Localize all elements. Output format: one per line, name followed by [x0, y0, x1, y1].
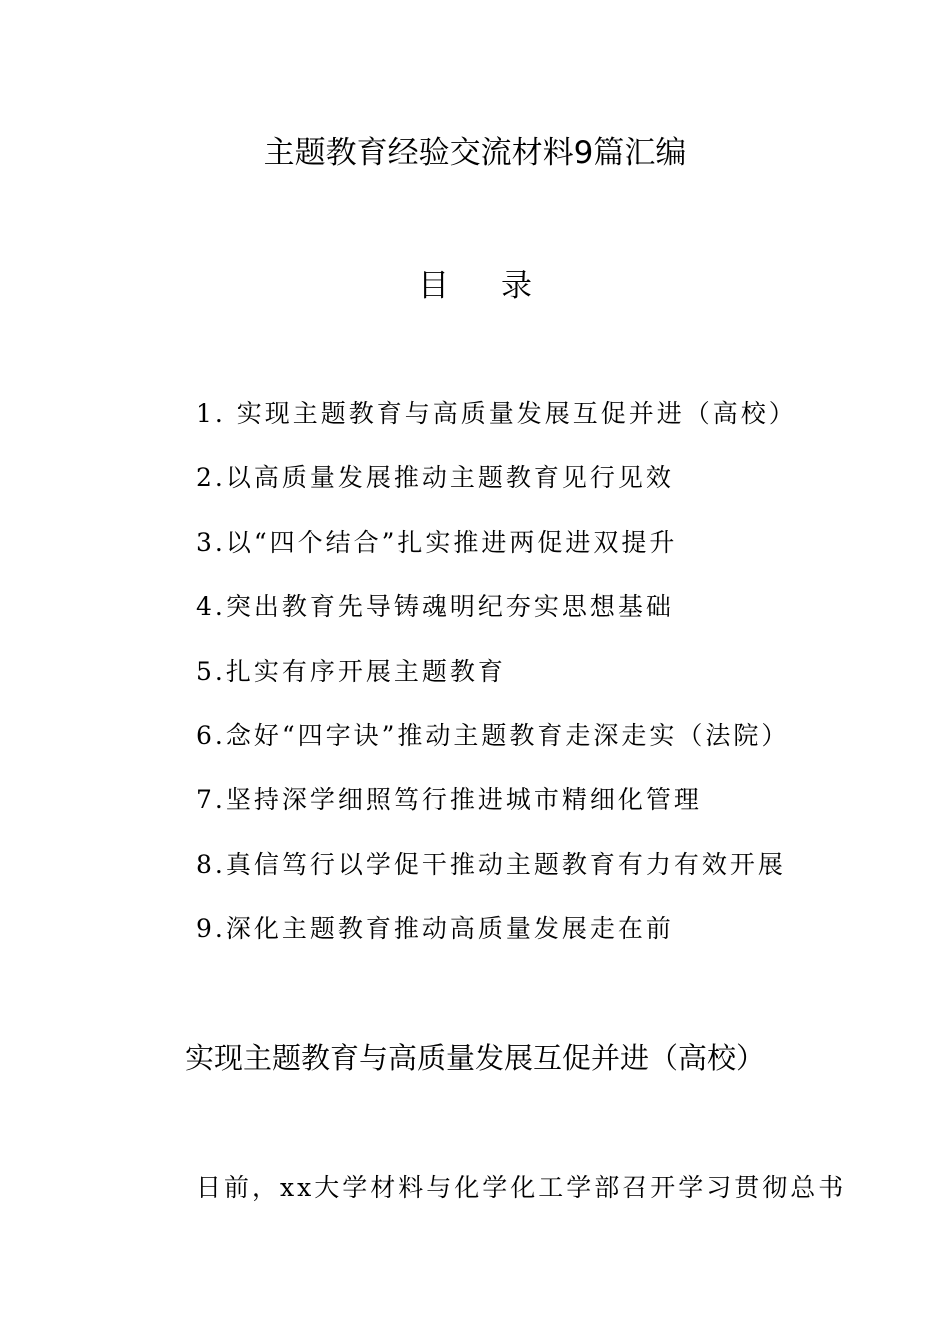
toc-heading-char-2: 录 — [501, 268, 532, 304]
toc-item-2: 2.以高质量发展推动主题教育见行见效 — [196, 463, 674, 493]
toc-item-8: 8.真信笃行以学促干推动主题教育有力有效开展 — [196, 849, 786, 879]
toc-heading — [0, 264, 950, 308]
toc-item-3: 3.以“四个结合”扎实推进两促进双提升 — [196, 527, 678, 557]
table-of-contents — [196, 394, 797, 974]
toc-item-7: 7.坚持深学细照笃行推进城市精细化管理 — [196, 785, 702, 815]
section-title: 实现主题教育与高质量发展互促并进（高校） — [184, 1041, 765, 1075]
toc-item-9: 9.深化主题教育推动高质量发展走在前 — [196, 914, 674, 944]
toc-item-1: 1. 实现主题教育与高质量发展互促并进（高校） — [196, 399, 797, 428]
document-title: 主题教育经验交流材料9篇汇编 — [263, 135, 687, 171]
toc-heading-char-1: 目 — [418, 268, 449, 304]
toc-item-5: 5.扎实有序开展主题教育 — [196, 656, 506, 686]
toc-item-4: 4.突出教育先导铸魂明纪夯实思想基础 — [196, 592, 674, 622]
body-paragraph: 日前，xx大学材料与化学化工学部召开学习贯彻总书 — [196, 1173, 847, 1202]
toc-item-6: 6.念好“四字诀”推动主题教育走深走实（法院） — [196, 720, 790, 750]
